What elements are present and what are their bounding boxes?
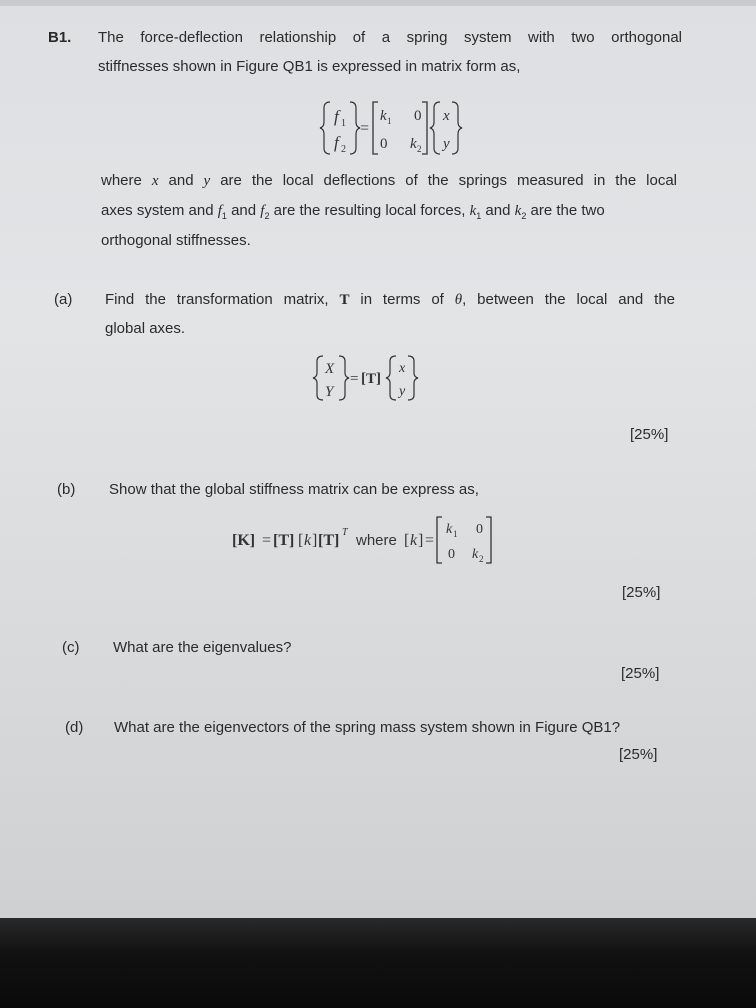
eq-b-T2: [T] xyxy=(318,532,340,549)
part-d-label: (d) xyxy=(65,719,84,736)
part-a-line-1: Find the transformation matrix, T in terms of θ, between the local and the xyxy=(105,291,676,308)
part-a-T: T xyxy=(339,292,350,308)
part-c-text: What are the eigenvalues? xyxy=(113,639,292,656)
eq-a-T: [T] xyxy=(361,371,381,387)
eq-b-k1: k xyxy=(446,522,453,537)
eq-b-equals-2: = xyxy=(425,532,435,549)
eq-a-X: X xyxy=(325,361,335,377)
intro-line-2: stiffnesses shown in Figure QB1 is expressed in matrix form as, xyxy=(98,58,521,75)
eq1-zero-b: 0 xyxy=(380,136,388,152)
eq1-k2-sub: 2 xyxy=(417,144,422,154)
part-a-label: (a) xyxy=(54,291,73,308)
eq-b-k-close: ] xyxy=(312,532,318,549)
intro-line-1: The force-deflection relationship of a spring system with two orthogonal xyxy=(98,29,682,46)
part-b-label: (b) xyxy=(57,481,76,498)
description-line-2: axes system and $f_1$ and $f_2$ are the resulting local forces, $k_1$ and $k_2$ are the two xyxy=(101,202,605,221)
screen-bezel xyxy=(0,918,756,1008)
eq-b-k2-sub: 2 xyxy=(479,554,484,564)
part-b-marks: [25%] xyxy=(622,584,661,601)
eq1-x: x xyxy=(443,108,450,124)
eq-a-equals: = xyxy=(350,371,359,387)
part-a-marks: [25%] xyxy=(630,426,669,443)
question-number: B1. xyxy=(48,29,72,46)
eq1-equals: = xyxy=(360,120,370,137)
eq-a-x: x xyxy=(399,361,406,376)
desc-x: x xyxy=(151,173,159,189)
desc-y: y xyxy=(203,173,211,189)
eq1-zero-a: 0 xyxy=(414,108,422,124)
eq-b-k2: k xyxy=(472,547,479,562)
transformation-equation xyxy=(312,352,432,404)
eq1-f2-sub: 2 xyxy=(341,144,346,155)
description-line-1: where x and y are the local deflections of the springs measured in the local xyxy=(101,172,677,189)
eq-b-k-open: [ xyxy=(298,532,304,549)
eq1-y: y xyxy=(443,136,450,152)
part-c-label: (c) xyxy=(62,639,80,656)
part-b-text: Show that the global stiffness matrix can be express as, xyxy=(109,481,479,498)
eq1-f1: f xyxy=(334,107,339,126)
eq1-k1-sub: 1 xyxy=(387,116,392,126)
part-c-marks: [25%] xyxy=(621,665,660,682)
part-d-marks: [25%] xyxy=(619,746,658,763)
part-a-theta: θ xyxy=(454,292,463,308)
eq-b-k1-sub: 1 xyxy=(453,529,458,539)
eq-b-k-open-2: [ xyxy=(404,532,410,549)
local-force-deflection-equation xyxy=(318,98,478,158)
eq-b-zero-b: 0 xyxy=(448,547,455,562)
part-a-line-2: global axes. xyxy=(105,320,186,337)
part-d-text: What are the eigenvectors of the spring mass system shown in Figure QB1? xyxy=(114,719,621,736)
eq-b-zero-a: 0 xyxy=(476,522,483,537)
global-stiffness-equation xyxy=(232,514,522,566)
eq1-k2: k xyxy=(410,136,417,152)
eq-b-sup: T xyxy=(342,527,348,538)
eq-a-Y: Y xyxy=(325,384,334,400)
eq-b-equals: = xyxy=(262,532,272,549)
page-top-edge xyxy=(0,0,756,6)
eq-b-k-close-2: ] xyxy=(418,532,424,549)
eq1-k1: k xyxy=(380,108,387,124)
eq-b-k: k xyxy=(304,532,312,549)
description-line-3: orthogonal stiffnesses. xyxy=(101,232,251,249)
eq-b-K: [K] xyxy=(232,532,256,549)
eq-b-where: where xyxy=(356,532,397,549)
eq-b-k-2: k xyxy=(410,532,418,549)
eq1-f2: f xyxy=(334,133,339,152)
eq1-f1-sub: 1 xyxy=(341,118,346,129)
eq-b-T: [T] xyxy=(273,532,295,549)
eq-a-y: y xyxy=(399,384,406,399)
